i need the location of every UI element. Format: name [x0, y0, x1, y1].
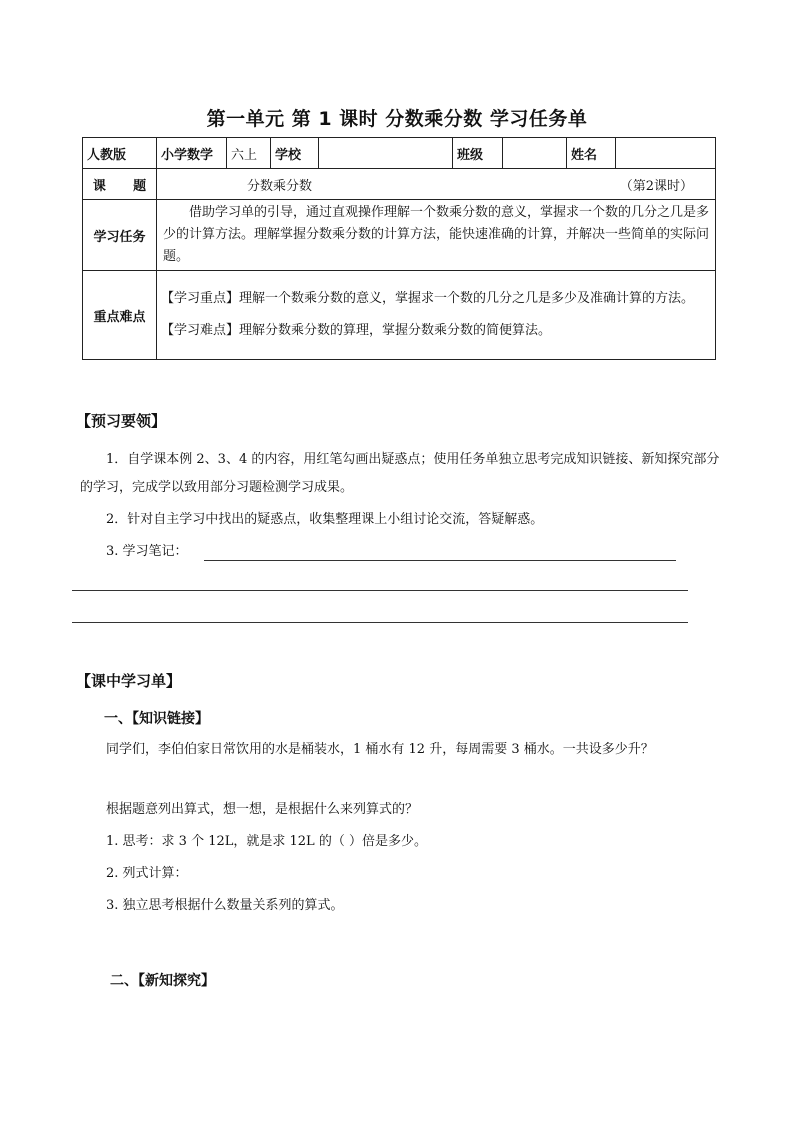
info-table: [82, 137, 716, 360]
question-2: 2. 列式计算：: [106, 866, 188, 881]
class-field[interactable]: [503, 138, 567, 169]
preview-item-1: 1．自学课本例 2、3、4 的内容，用红笔勾画出疑惑点；使用任务单独立思考完成知识链接、新知探究部分的学习，完成学以致用部分习题检测学习成果。: [80, 452, 720, 495]
name-label: 姓名: [567, 138, 616, 169]
info-row-task: [83, 200, 716, 271]
topic-value: 分数乘分数: [247, 178, 313, 194]
info-row-topic: [83, 169, 716, 200]
subject-cell: 小学数学: [157, 138, 227, 169]
instruction-text: 根据题意列出算式，想一想，是根据什么来列算式的？: [106, 802, 419, 817]
key-cell: [157, 271, 716, 360]
new-knowledge-heading: 二、【新知探究】: [110, 973, 215, 989]
notes-line-2[interactable]: [72, 590, 688, 591]
key-label: 重点难点: [83, 271, 157, 360]
question-3: 3. 独立思考根据什么数量关系列的算式。: [106, 898, 344, 913]
task-cell: [157, 200, 716, 271]
notes-line-1[interactable]: [204, 560, 676, 561]
preview-item-3: 3. 学习笔记：: [106, 544, 188, 559]
publisher-cell: 人教版: [83, 138, 157, 169]
task-label: 学习任务: [83, 200, 157, 271]
topic-cell: [157, 169, 716, 200]
school-field[interactable]: [319, 138, 453, 169]
problem-text: 同学们，李伯伯家日常饮用的水是桶装水，1 桶水有 12 升，每周需要 3 桶水。一共设多少升？: [106, 742, 654, 757]
info-row-header: [83, 138, 716, 169]
key-point: 【学习重点】理解一个数乘分数的意义，掌握求一个数的几分之几是多少及准确计算的方法。: [161, 291, 695, 306]
preview-heading: 【预习要领】: [76, 412, 167, 430]
info-row-key: [83, 271, 716, 360]
difficulty: 【学习难点】理解分数乘分数的算理，掌握分数乘分数的简便算法。: [161, 323, 552, 338]
page-title: 第一单元 第 1 课时 分数乘分数 学习任务单: [206, 108, 588, 130]
grade-cell: 六上: [227, 138, 271, 169]
task-text: 借助学习单的引导，通过直观操作理解一个数乘分数的意义，掌握求一个数的几分之几是多少的计算方法。理解掌握分数乘分数的计算方法，能快速准确的计算，并解决一些简单的实际问题。: [163, 205, 710, 264]
topic-period: （第2课时）: [619, 178, 693, 194]
class-label: 班级: [453, 138, 503, 169]
school-label: 学校: [271, 138, 319, 169]
knowledge-link-heading: 一、【知识链接】: [104, 711, 209, 727]
preview-item-2: 2．针对自主学习中找出的疑惑点，收集整理课上小组讨论交流，答疑解惑。: [106, 512, 544, 527]
name-field[interactable]: [616, 138, 716, 169]
topic-label: 课 题: [83, 169, 157, 200]
notes-line-3[interactable]: [72, 622, 688, 623]
class-sheet-heading: 【课中学习单】: [76, 672, 182, 690]
question-1: 1. 思考：求 3 个 12L，就是求 12L 的（ ）倍是多少。: [106, 834, 427, 849]
